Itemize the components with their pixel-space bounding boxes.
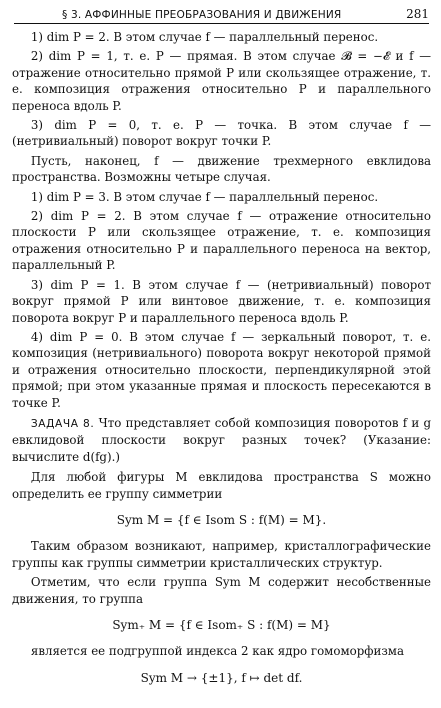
paragraph-space-case-2: 2) dim P = 2. В этом случае f — отражение относительно плоскости P или скользящее отражение, т. е. композиция отражения относительно P и параллельного переноса на вектор, параллельный P. (12, 209, 431, 273)
paragraph-symmetry-intro: Для любой фигуры M евклидова пространства S можно определить ее группу симметрии (12, 470, 431, 501)
paragraph-improper-motions: Отметим, что если группа Sym M содержит несобственные движения, то группа (12, 575, 431, 606)
paragraph-plane-case-2: 2) dim P = 1, т. е. P — прямая. В этом случае 𝓑 = −𝓔 и f — отражение относительно прямой P или скользящее отражение, т. е. композиция отражения относительно P и параллельного переноса вдоль P. (12, 49, 431, 113)
formula-proper-symmetry-group: Sym₊ M = {f ∈ Isom₊ S : f(M) = M} (112, 618, 331, 632)
section-title: § 3. АФФИННЫЕ ПРЕОБРАЗОВАНИЯ И ДВИЖЕНИЯ (62, 9, 342, 21)
paragraph-space-case-4: 4) dim P = 0. В этом случае f — зеркальный поворот, т. е. композиция (нетривиального) поворота вокруг некоторой прямой и отражения относительно плоскости, перпендикулярной этой прямой; при этом указанные прямая и плоскость пересекаются в точке P. (12, 329, 431, 410)
formula-symmetry-group: Sym M = {f ∈ Isom S : f(M) = M}. (116, 512, 327, 527)
page-body (12, 29, 431, 686)
paragraph-space-intro: Пусть, наконец, f — движение трехмерного евклидова пространства. Возможны четыре случая. (12, 153, 431, 185)
task-label: ЗАДАЧА 8. (30, 417, 95, 430)
paragraph-space-case-3: 3) dim P = 1. В этом случае f — (нетривиальный) поворот вокруг прямой P или винтовое движение, т. е. композиция поворота вокруг P и параллельного переноса вдоль P. (12, 277, 431, 325)
task-text: Что представляет собой композиция поворотов f и g евклидовой плоскости вокруг разных точек? (Указание: вычислите d(fg).) (12, 415, 432, 464)
paragraph-crystallographic: Таким образом возникают, например, кристаллографические группы как группы симметрии кристаллических структур. (12, 539, 431, 570)
paragraph-space-case-1: 1) dim P = 3. В этом случае f — параллельный перенос. (30, 189, 379, 204)
paragraph-plane-case-3: 3) dim P = 0, т. е. P — точка. В этом случае f — (нетривиальный) поворот вокруг точки P. (12, 118, 431, 149)
running-header (14, 0, 429, 24)
formula-homomorphism: Sym M → {±1}, f ↦ det df. (140, 670, 303, 685)
task-paragraph (12, 415, 431, 465)
paragraph-index-two: является ее подгруппой индекса 2 как ядро гомоморфизма (30, 644, 405, 659)
paragraph-plane-case-1: 1) dim P = 2. В этом случае f — параллельный перенос. (30, 30, 379, 44)
page-number: 281 (406, 7, 429, 21)
